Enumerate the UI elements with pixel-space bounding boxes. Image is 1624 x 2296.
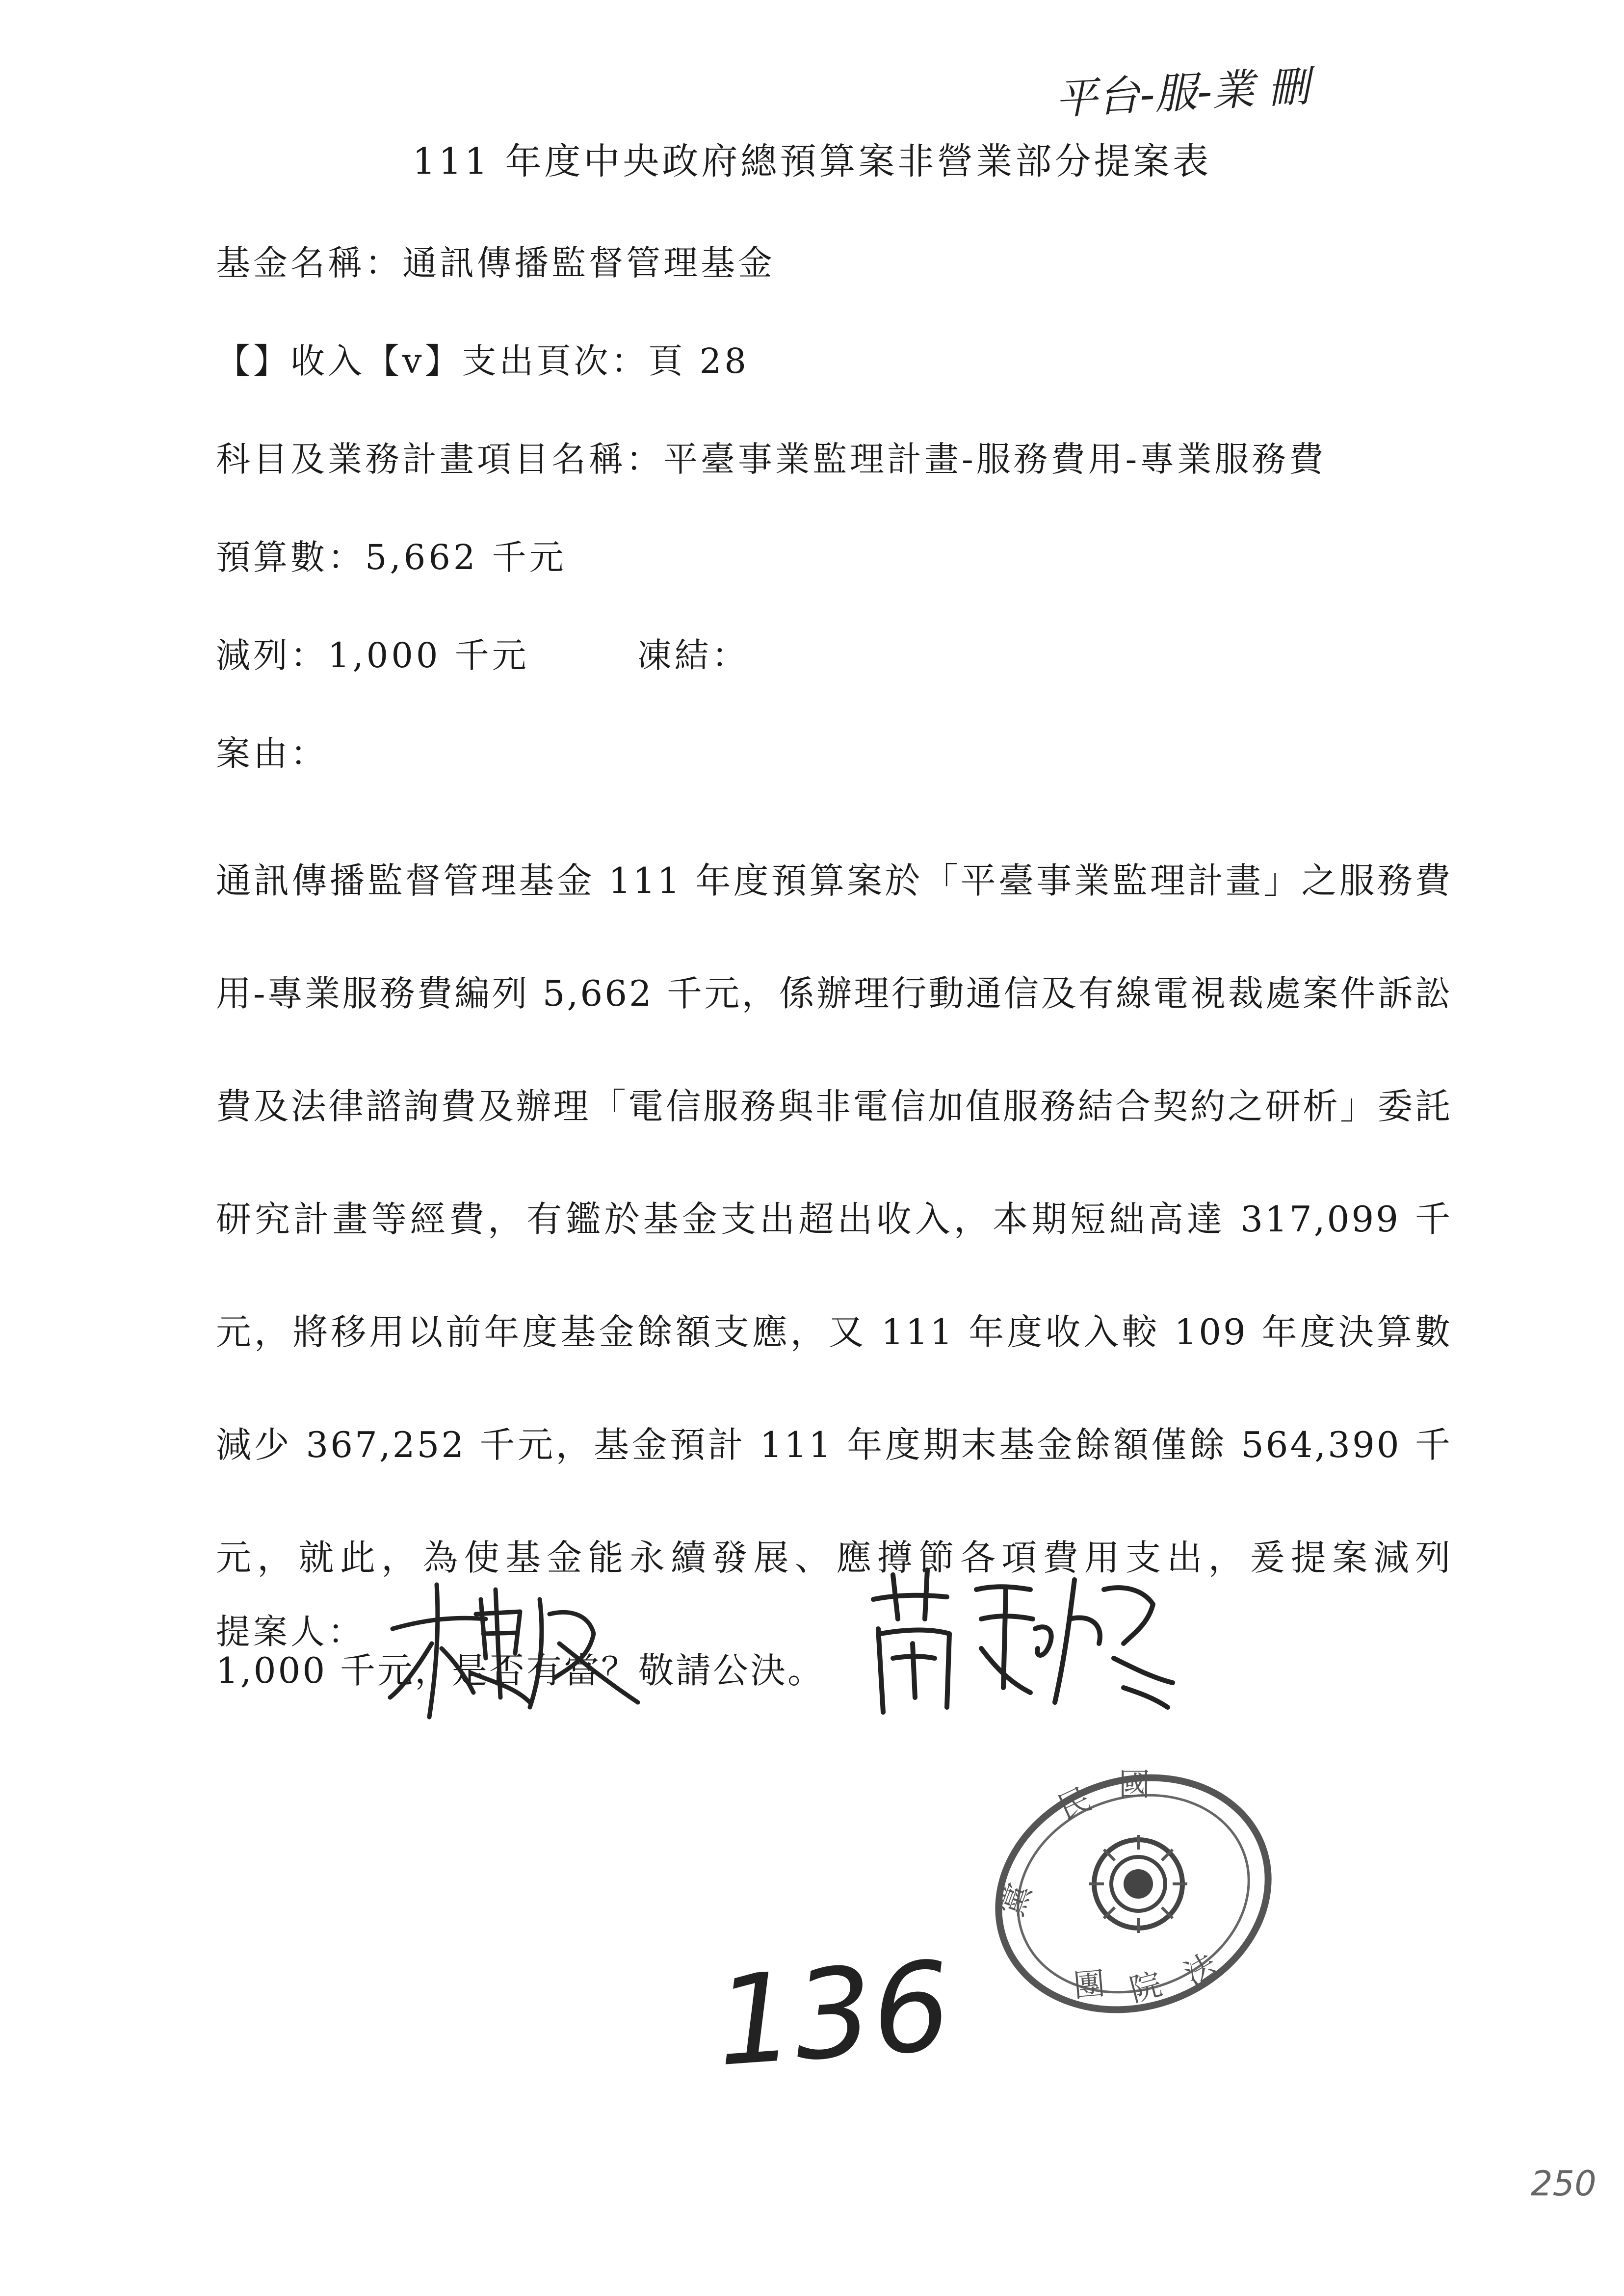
signature-1-image xyxy=(383,1570,657,1727)
svg-text:黨: 黨 xyxy=(994,1879,1039,1921)
type-row: 【】收入【v】支出頁次：頁 28 xyxy=(216,341,749,381)
subject-label: 科目及業務計畫項目名稱： xyxy=(216,439,663,479)
corner-mark: 250 xyxy=(1531,2164,1597,2204)
budget-label: 預算數： xyxy=(216,537,365,577)
signature-2-image xyxy=(868,1560,1182,1727)
subject-value: 平臺事業監理計畫-服務費用-專業服務費 xyxy=(663,439,1327,479)
proposer-label: 提案人： xyxy=(216,1612,365,1652)
fund-row xyxy=(216,235,775,285)
subject-row xyxy=(216,432,1326,481)
cut-row xyxy=(216,628,749,678)
reason-label: 案由： xyxy=(216,733,328,774)
handwritten-margin-note: 平台-服-業 刪 xyxy=(1054,62,1311,125)
svg-text:院: 院 xyxy=(1126,1966,1166,2009)
budget-row xyxy=(216,530,567,579)
reason-text: 通訊傳播監督管理基金 111 年度預算案於「平臺事業監理計畫」之服務費用-專業服務費編列 5,662 千元，係辦理行動通信及有線電視裁處案件訴訟費及法律諮詢費及辦理「電信服務與非電信加值服務結合契約之研析」委託研究計畫等經費，有鑑於基金支出超出收入，本期短絀高達 317,099 千元，將移用以前年度基金餘額支應，又 111 年度收入較 109 年度決算數減少 367,252 千元，基金預計 111 年度期末基金餘額僅餘 564,390 千元，就此，為使基金能永續發展、應撙節各項費用支出，爰提案減列 1,000 千元，是否有當？敬請公決。 xyxy=(216,860,1452,1691)
budget-value: 5,662 千元 xyxy=(365,537,567,577)
freeze-label: 凍結： xyxy=(637,635,749,676)
party-caucus-seal-image xyxy=(986,1756,1281,2031)
svg-text:國: 國 xyxy=(1119,1767,1150,1803)
document-title: 111 年度中央政府總預算案非營業部分提案表 xyxy=(412,140,1212,183)
svg-text:團: 團 xyxy=(1072,1965,1107,2005)
cut-label: 減列： xyxy=(216,635,328,676)
svg-text:民: 民 xyxy=(1052,1781,1097,1827)
svg-text:法: 法 xyxy=(1178,1946,1224,1994)
fund-label: 基金名稱： xyxy=(216,243,402,283)
cut-value: 1,000 千元 xyxy=(328,635,529,676)
handwritten-page-number: 136 xyxy=(711,1934,955,2094)
fund-value: 通訊傳播監督管理基金 xyxy=(402,243,775,283)
